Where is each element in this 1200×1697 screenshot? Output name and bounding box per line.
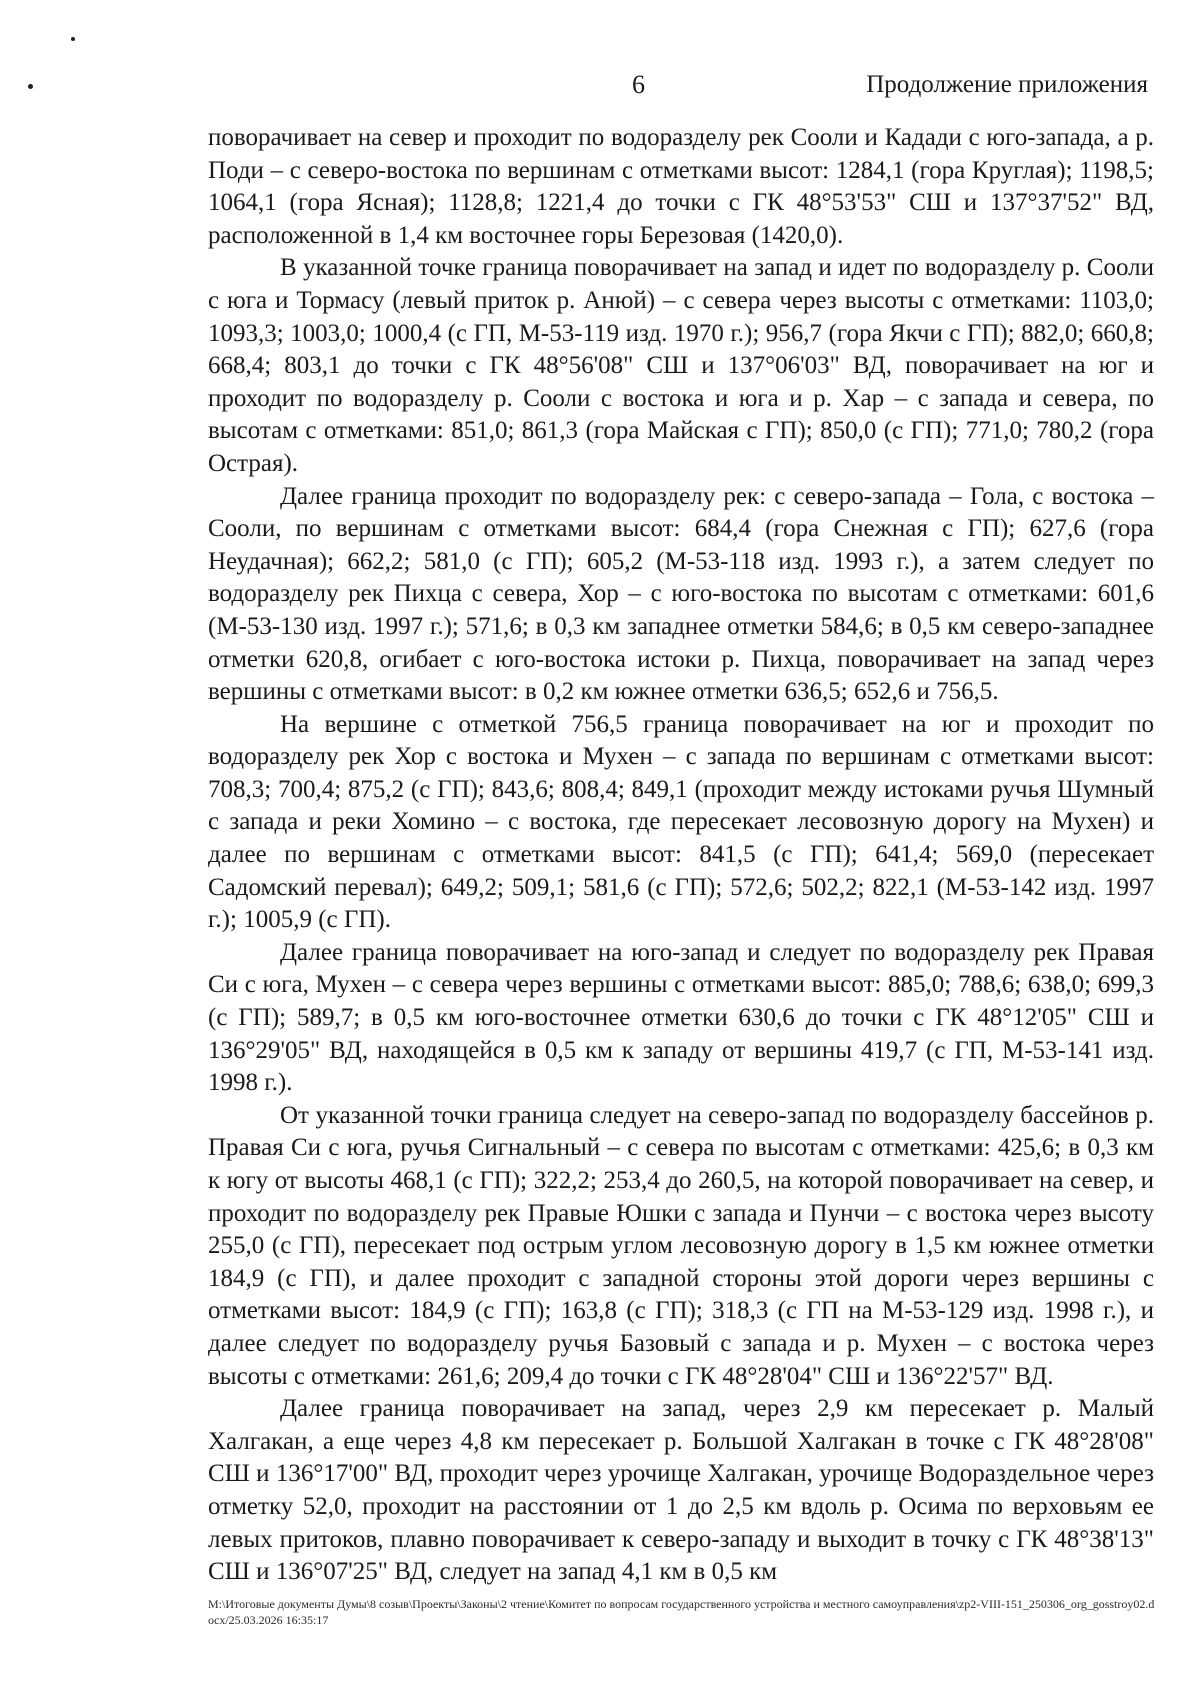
paragraph: Далее граница проходит по водоразделу рек: с северо-запада – Гола, с востока – Сооли, по вершинам с отметками высот: 684,4 (гора Снежная с ГП); 627,6 (гора Неудачная); 662,2; 581,0 (с ГП); 605,2 (М-53-118 изд. 1993 г.), а затем следует по водоразделу рек Пихца с севера, Хор – с юго-востока по высотам с отметками: 601,6 (М-53-130 изд. 1997 г.); 571,6; в 0,3 км западнее отметки 584,6; в 0,5 км северо-западнее отметки 620,8, огибает с юго-востока истоки р. Пихца, поворачивает на запад через вершины с отметками высот: в 0,2 км южнее отметки 636,5; 652,6 и 756,5. [208,482,1154,706]
body-text [208,122,1154,1589]
paragraph: На вершине с отметкой 756,5 граница поворачивает на юг и проходит по водоразделу рек Хор с востока и Мухен – с запада по вершинам с отметками высот: 708,3; 700,4; 875,2 (с ГП); 843,6; 808,4; 849,1 (проходит между истоками ручья Шумный с запада и реки Хомино – с востока, где пересекает лесовозную дорогу на Мухен) и далее по вершинам с отметками высот: 841,5 (с ГП); 641,4; 569,0 (пересекает Садомский перевал); 649,2; 509,1; 581,6 (с ГП); 572,6; 502,2; 822,1 (М-53-142 изд. 1997 г.); 1005,9 (с ГП). [208,710,1154,934]
paragraph: поворачивает на север и проходит по водоразделу рек Сооли и Кадади с юго-запада, а р. Поди – с северо-востока по вершинам с отметками высот: 1284,1 (гора Круглая); 1198,5; 1064,1 (гора Ясная); 1128,8; 1221,4 до точки с ГК 48°53'53" СШ и 137°37'52" ВД, расположенной в 1,4 км восточнее горы Березовая (1420,0). [208,124,1154,249]
paragraph: Далее граница поворачивает на запад, через 2,9 км пересекает р. Малый Халгакан, а еще через 4,8 км пересекает р. Большой Халгакан в точке с ГК 48°28'08" СШ и 136°17'00" ВД, проходит через урочище Халгакан, урочище Водораздельное через отметку 52,0, проходит на расстоянии от 1 до 2,5 км вдоль р. Осима по верховьям ее левых притоков, плавно поворачивает к северо-западу и выходит в точку с ГК 48°38'13" СШ и 136°07'25" ВД, следует на запад 4,1 км в 0,5 км [208,1395,1154,1586]
paragraph: От указанной точки граница следует на северо-запад по водоразделу бассейнов р. Правая Си с юга, ручья Сигнальный – с севера по высотам с отметками: 425,6; в 0,3 км к югу от высоты 468,1 (с ГП); 322,2; 253,4 до 260,5, на которой поворачивает на север, и проходит по водоразделу рек Правые Юшки с запада и Пунчи – с востока через высоту 255,0 (с ГП), пересекает под острым углом лесовозную дорогу в 1,5 км южнее отметки 184,9 (с ГП), и далее проходит с западной стороны этой дороги через вершины с отметками высот: 184,9 (с ГП); 163,8 (с ГП); 318,3 (с ГП на М-53-129 изд. 1998 г.), и далее следует по водоразделу ручья Базовый с запада и р. Мухен – с востока через высоты с отметками: 261,6; 209,4 до точки с ГК 48°28'04" СШ и 136°22'57" ВД. [208,1101,1154,1390]
paragraph: В указанной точке граница поворачивает на запад и идет по водоразделу р. Сооли с юга и Тормасу (левый приток р. Анюй) – с севера через высоты с отметками: 1103,0; 1093,3; 1003,0; 1000,4 (с ГП, М-53-119 изд. 1970 г.); 956,7 (гора Якчи с ГП); 882,0; 660,8; 668,4; 803,1 до точки с ГК 48°56'08" СШ и 137°06'03" ВД, поворачивает на юг и проходит по водоразделу р. Сооли с востока и юга и р. Хар – с запада и севера, по высотам с отметками: 851,0; 861,3 (гора Майская с ГП); 850,0 (с ГП); 771,0; 780,2 (гора Острая). [208,254,1154,477]
scan-speck [28,84,33,89]
file-path-footer: M:\Итоговые документы Думы\8 созыв\Проекты\Законы\2 чтение\Комитет по вопросам государственного устройства и местного самоуправления\zp2-VIII-151_250306_org_gosstroy02.docx/25.03.2026 16:35:17 [208,1597,1155,1627]
scan-speck [71,37,75,41]
paragraph: Далее граница поворачивает на юго-запад и следует по водоразделу рек Правая Си с юга, Мухен – с севера через вершины с отметками высот: 885,0; 788,6; 638,0; 699,3 (с ГП); 589,7; в 0,5 км юго-восточнее отметки 630,6 до точки с ГК 48°12'05" СШ и 136°29'05" ВД, находящейся в 0,5 км к западу от вершины 419,7 (с ГП, М-53-141 изд. 1998 г.). [208,938,1154,1097]
page-number: 6 [632,70,645,99]
running-head: Продолжение приложения [866,71,1148,98]
